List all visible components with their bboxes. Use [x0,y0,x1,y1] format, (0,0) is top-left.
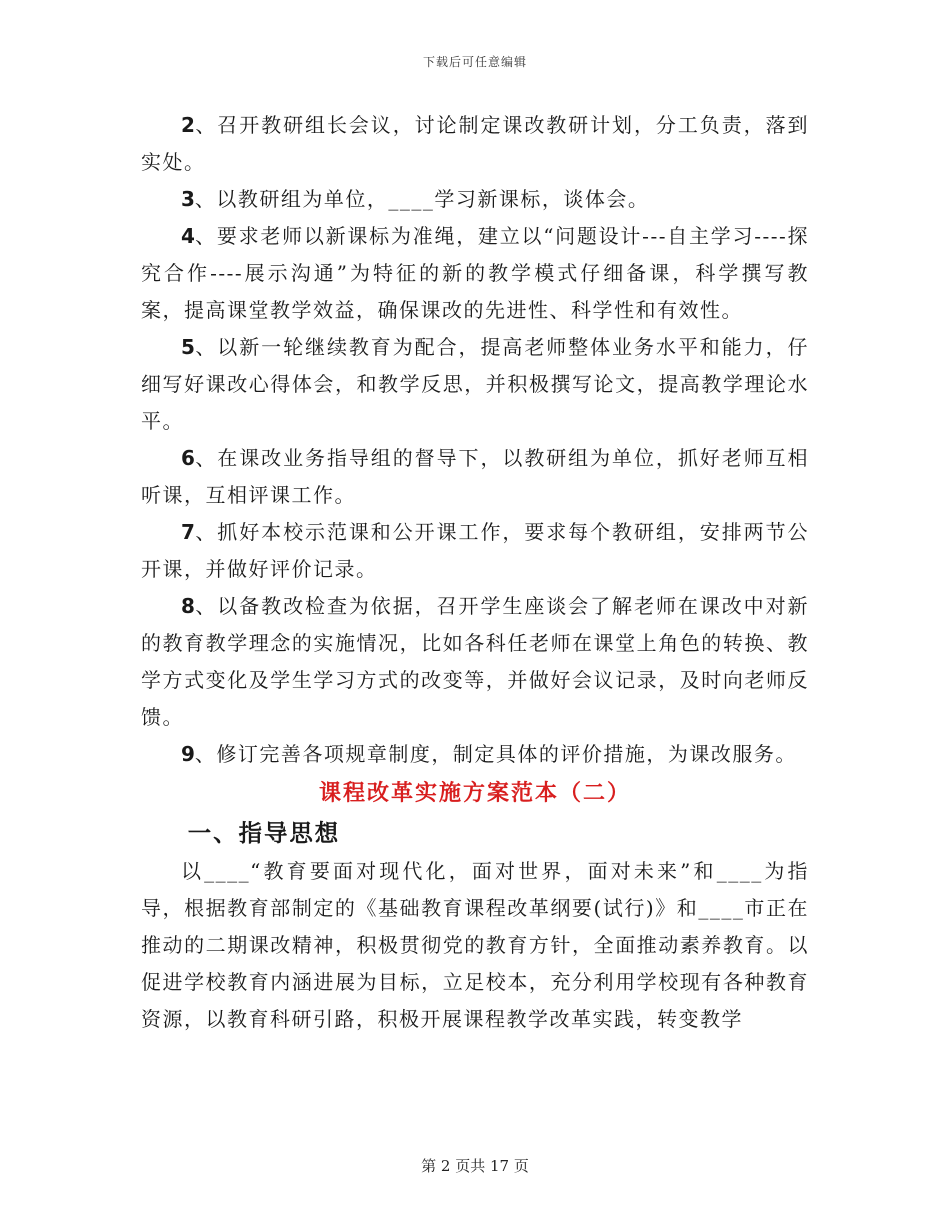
item-number: 2 [181,113,195,137]
item-text: 、以新一轮继续教育为配合，提高老师整体业务水平和能力，仔细写好课改心得体会，和教学反思，并积极撰写论文，提高教学理论水平。 [141,335,809,433]
item-text: 、在课改业务指导组的督导下，以教研组为单位，抓好老师互相听课，互相评课工作。 [141,446,809,507]
document-body [141,107,809,1038]
item-number: 9 [181,742,195,766]
item-text: 、要求老师以新课标为准绳，建立以“问题设计---自主学习----探究合作----展示沟通”为特征的新的教学模式仔细备课，科学撰写教案，提高课堂教学效益，确保课改的先进性、科学性和有效性。 [141,224,809,322]
item-text: 、以备教改检查为依据，召开学生座谈会了解老师在课改中对新的教育教学理念的实施情况，比如各科任老师在课堂上角色的转换、教学方式变化及学生学习方式的改变等，并做好会议记录，及时向老师反馈。 [141,594,809,729]
item-number: 8 [181,594,195,618]
page-number: 第 2 页共 17 页 [421,1157,529,1175]
item-number: 5 [181,335,195,359]
item-number: 3 [181,187,195,211]
list-item-3 [141,181,809,218]
item-number: 6 [181,446,195,470]
list-item-8 [141,588,809,736]
item-number: 4 [181,224,195,248]
list-item-7 [141,514,809,588]
list-item-2 [141,107,809,181]
item-text: 、以教研组为单位，____学习新课标，谈体会。 [194,187,650,211]
list-item-9 [141,736,809,773]
item-text: 、抓好本校示范课和公开课工作，要求每个教研组，安排两节公开课，并做好评价记录。 [141,520,809,581]
item-text: 、召开教研组长会议，讨论制定课改教研计划，分工负责，落到实处。 [141,113,809,174]
page-header: 下载后可任意编辑 [422,55,527,69]
section-heading: 一、指导思想 [187,819,341,847]
list-item-6 [141,440,809,514]
list-item-4 [141,218,809,329]
list-item-5 [141,329,809,440]
item-text: 、修订完善各项规章制度，制定具体的评价措施，为课改服务。 [194,742,797,766]
section-paragraph: 以____“教育要面对现代化，面对世界，面对未来”和____为指导，根据教育部制定的《基础教育课程改革纲要(试行)》和____市正在推动的二期课改精神，积极贯彻党的教育方针，全面推动素养教育。以促进学校教育内涵进展为目标，立足校本，充分利用学校现有各种教育资源，以教育科研引路，积极开展课程教学改革实践，转变教学 [141,859,809,1031]
item-number: 7 [181,520,195,544]
section-title: 课程改革实施方案范本（二） [318,780,631,806]
